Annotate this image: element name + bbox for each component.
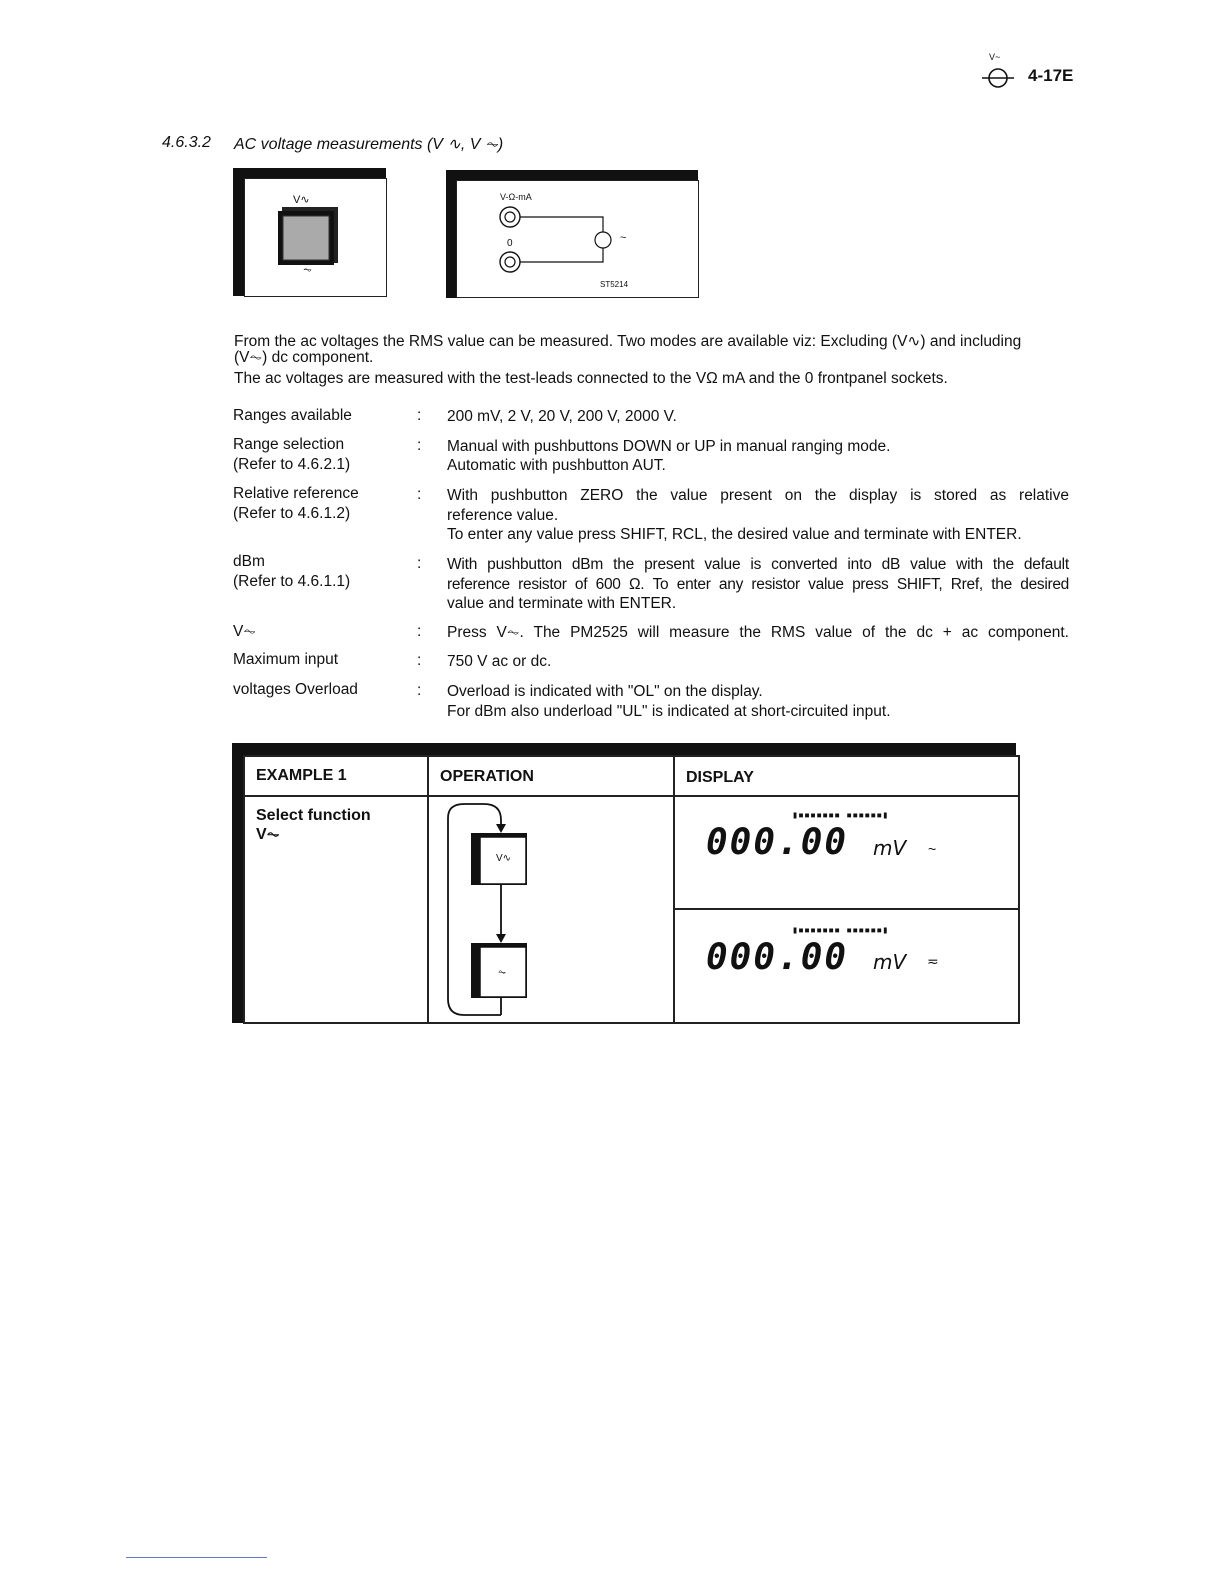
spec-desc-dbm-2: reference resistor of 600 Ω. To enter any resistor value press SHIFT, Rref, the desired [447,575,1069,593]
display-mode-symbol: ≂ [927,953,939,969]
section-title: AC voltage measurements (V ∿, V ⏦) [234,136,504,153]
button-bottom-label: ⏦ [303,264,312,276]
spec-desc-relative-3: To enter any value press SHIFT, RCL, the desired value and terminate with ENTER. [447,526,1022,543]
intro-line-3: The ac voltages are measured with the test-leads connected to the VΩ mA and the 0 frontpanel sockets. [234,370,948,387]
spec-colon: : [417,555,422,572]
spec-term-maxinput: Maximum input [233,651,339,668]
spec-desc-dbm-3: value and terminate with ENTER. [447,595,677,612]
ac-source-symbol: ~ [620,232,627,244]
spec-desc-overload-2: For dBm also underload "UL" is indicated at short-circuited input. [447,703,891,720]
spec-term-vacdc: V⏦ [233,623,257,640]
spec-desc-overload-1: Overload is indicated with "OL" on the display. [447,683,763,700]
spec-desc-range-selection-1: Manual with pushbuttons DOWN or UP in manual ranging mode. [447,438,891,455]
bargraph-indicator: ▮▪▪▪▪▪▪▪ ▪▪▪▪▪▪▮ [792,925,889,936]
step-text-2: V⏦ [256,826,280,843]
step-text-1: Select function [256,807,371,824]
socket-label-bottom: 0 [507,238,513,249]
spec-desc-dbm [447,555,1069,614]
spec-desc-maxinput: 750 V ac or dc. [447,653,552,670]
spec-term-range-selection: Range selection [233,436,345,453]
spec-term-relative-ref: (Refer to 4.6.1.2) [233,505,351,522]
vac-pushbutton-icon [278,205,340,265]
spec-term-dbm-ref: (Refer to 4.6.1.1) [233,573,351,590]
figure-code: ST5214 [600,280,629,289]
spec-desc-ranges: 200 mV, 2 V, 20 V, 200 V, 2000 V. [447,408,677,425]
spec-colon: : [417,652,422,669]
display-digits: 000.00 [706,937,849,978]
spec-colon: : [417,682,422,699]
spec-term-range-selection-ref: (Refer to 4.6.2.1) [233,456,351,473]
spec-colon: : [417,437,422,454]
header-operation: OPERATION [440,768,534,785]
display-unit: mV [873,836,907,860]
spec-term-relative: Relative reference [233,485,359,502]
operation-button-2-label: ⏦ [498,967,507,978]
spec-term-ranges: Ranges available [233,407,352,424]
socket-label-top: V-Ω-mA [500,192,532,202]
spec-desc-vacdc [447,623,1069,643]
spec-colon: : [417,407,422,424]
spec-desc-vacdc-text: Press V⏦. The PM2525 will measure the RMS value of the dc + ac component. [447,624,1069,641]
header-display: DISPLAY [686,769,754,786]
connection-diagram [495,202,635,277]
button-top-label: V∿ [293,194,310,206]
display-unit: mV [873,950,907,974]
intro-line-1: From the ac voltages the RMS value can be measured. Two modes are available viz: Excluding (V∿) and including [234,333,1022,350]
bargraph-indicator: ▮▪▪▪▪▪▪▪ ▪▪▪▪▪▪▮ [792,810,889,821]
page-number: 4-17E [1028,66,1074,85]
section-number: 4.6.3.2 [162,134,211,151]
operation-button-1-label: V∿ [496,853,512,864]
spec-term-dbm: dBm [233,553,265,570]
scan-artifact-line [126,1557,267,1558]
spec-colon: : [417,623,422,640]
spec-colon: : [417,486,422,503]
display-digits: 000.00 [706,822,849,863]
button-toggle-flow-diagram [440,800,540,1020]
intro-line-2: (V⏦) dc component. [234,349,374,366]
spec-term-overload: voltages Overload [233,681,358,698]
spec-desc-relative [447,486,1069,545]
spec-desc-relative-1: With pushbutton ZERO the value present on the display is stored as relative [447,487,1069,504]
spec-desc-range-selection-2: Automatic with pushbutton AUT. [447,457,666,474]
spec-desc-relative-2: reference value. [447,506,559,524]
spec-desc-dbm-1: With pushbutton dBm the present value is converted into dB value with the default [447,556,1069,573]
display-mode-symbol: ~ [928,841,937,857]
header-example: EXAMPLE 1 [256,767,347,784]
header-icon-label: V~ [989,52,1001,62]
